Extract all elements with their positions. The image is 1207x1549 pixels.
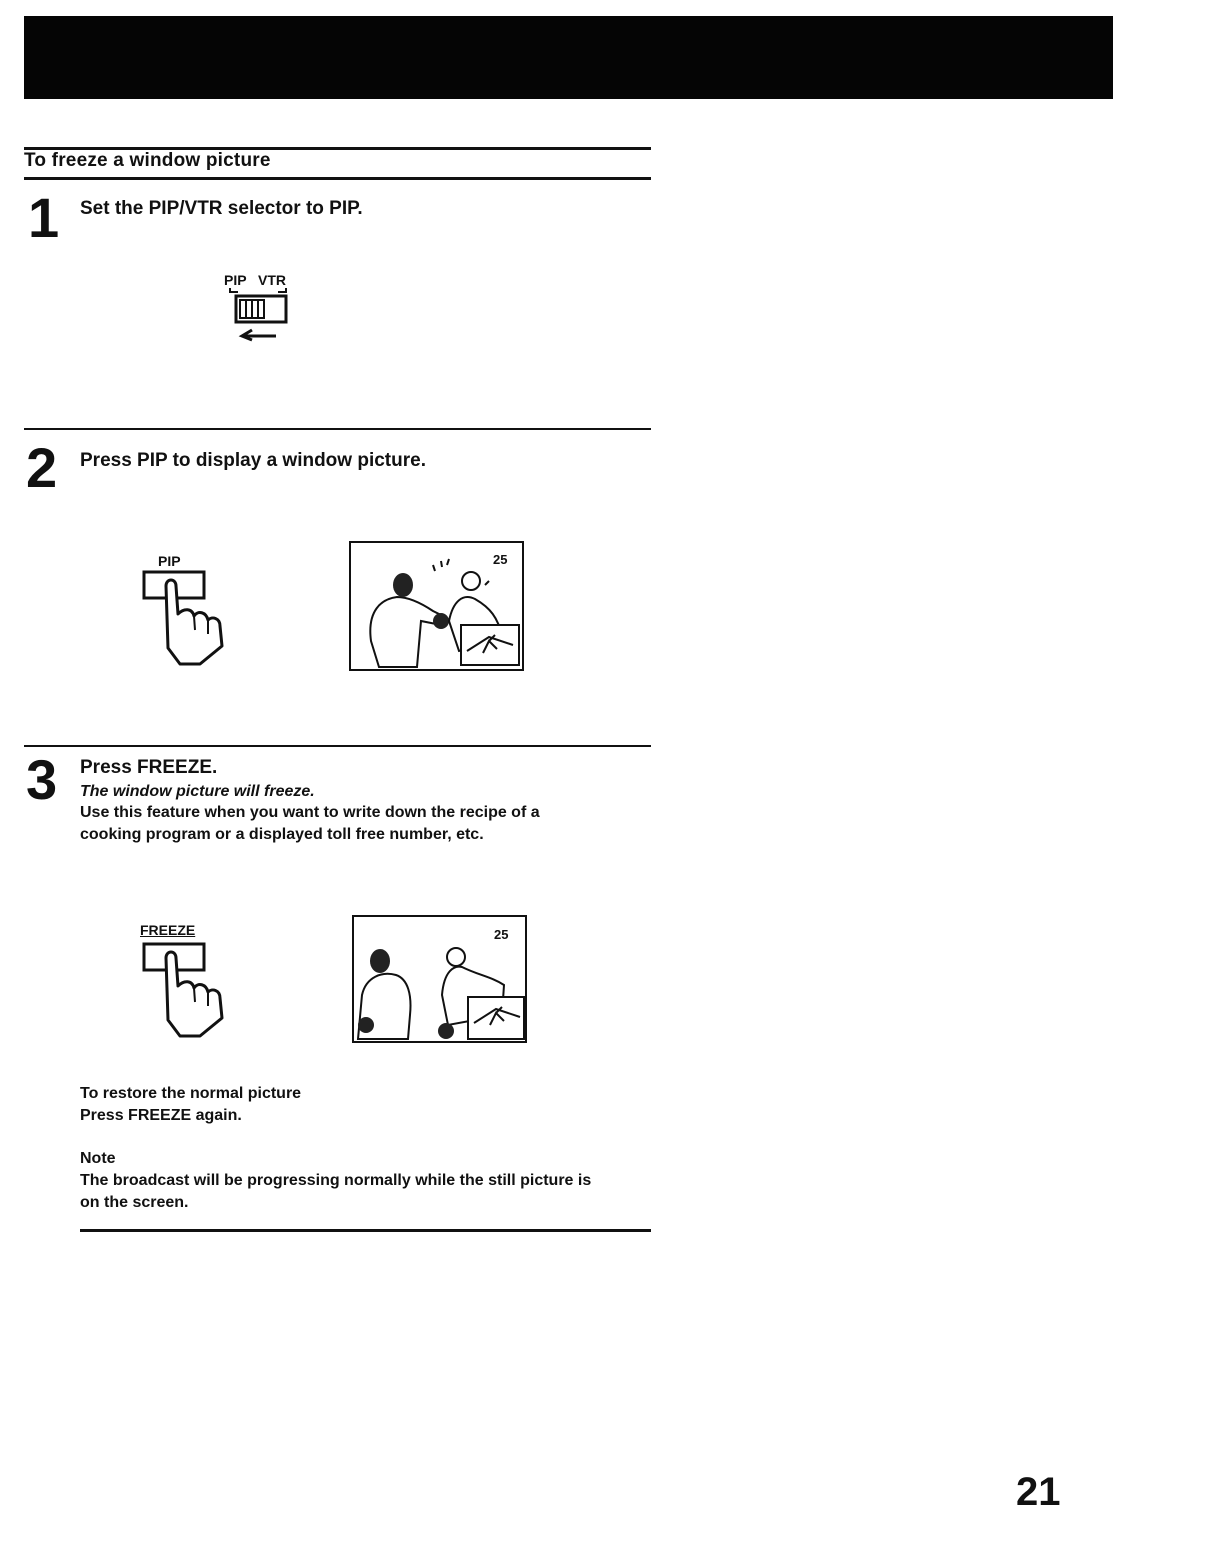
channel-number-2: 25 [494,927,509,942]
step-3-number: 3 [26,748,58,811]
header-band [24,16,1113,99]
channel-number-1: 25 [493,552,508,567]
section-title: To freeze a window picture [24,150,271,171]
bottom-rule [80,1229,651,1232]
step-divider-1 [24,428,651,430]
step-3-italic: The window picture will freeze. [80,783,315,800]
step-3-detail-line2: cooking program or a displayed toll free number, etc. [80,826,484,843]
pip-button-press-icon [140,568,240,668]
restore-text: Press FREEZE again. [80,1107,242,1124]
pip-vtr-selector-icon [226,284,296,344]
step-1-number: 1 [28,186,60,249]
pip-button-label: PIP [158,553,181,569]
selector-label-vtr: VTR [258,272,286,288]
freeze-button-label: FREEZE [140,922,196,938]
selector-label-pip: PIP [224,272,247,288]
section-bottom-rule [24,177,651,180]
freeze-button-press-icon [140,940,240,1040]
restore-heading: To restore the normal picture [80,1085,302,1102]
note-heading: Note [80,1150,116,1167]
step-2-text: Press PIP to display a window picture. [80,450,426,471]
step-divider-2 [24,745,651,747]
note-line2: on the screen. [80,1194,189,1211]
step-2-number: 2 [26,436,58,499]
step-1-text: Set the PIP/VTR selector to PIP. [80,198,363,219]
step-3-text: Press FREEZE. [80,757,218,778]
note-line1: The broadcast will be progressing normally while the still picture is [80,1172,592,1189]
step-3-detail-line1: Use this feature when you want to write down the recipe of a [80,804,540,821]
page-number: 21 [1016,1470,1061,1514]
